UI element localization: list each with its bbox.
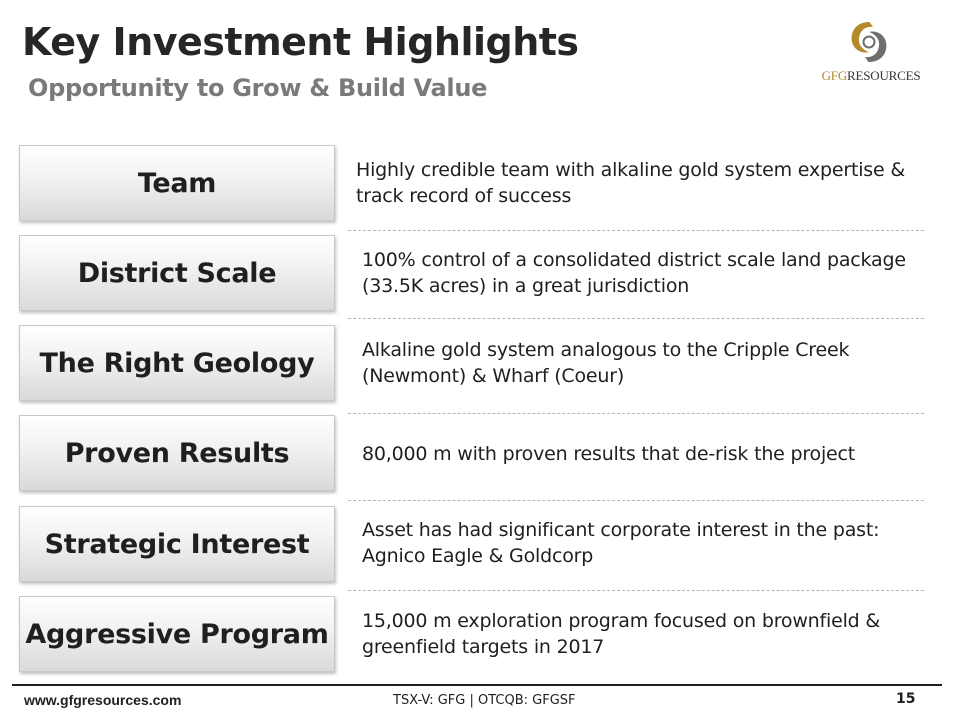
highlight-label: District Scale xyxy=(77,257,277,289)
highlight-description: Asset has had significant corporate interest in the past: Agnico Eagle & Goldcorp xyxy=(362,519,880,567)
highlight-description: 80,000 m with proven results that de-risk the project xyxy=(362,443,856,465)
highlight-box-geology xyxy=(19,325,335,401)
highlight-description: 100% control of a consolidated district scale land package (33.5K acres) in a great jurisdiction xyxy=(362,249,906,297)
page-number: 15 xyxy=(896,691,916,707)
highlight-label: Strategic Interest xyxy=(44,528,310,560)
footer-website-link[interactable]: www.gfgresources.com xyxy=(24,692,182,708)
highlight-box-team xyxy=(19,145,335,221)
highlight-box-strategic-interest xyxy=(19,506,335,582)
row-divider xyxy=(348,230,924,231)
logo-text-suffix: RESOURCES xyxy=(847,68,921,83)
row-divider xyxy=(348,590,924,591)
highlight-description: Highly credible team with alkaline gold system expertise & track record of success xyxy=(356,159,905,207)
row-divider xyxy=(348,413,924,414)
highlight-box-proven-results xyxy=(19,415,335,491)
logo-text-prefix: GFG xyxy=(821,68,848,83)
footer-ticker: TSX-V: GFG | OTCQB: GFGSF xyxy=(393,693,576,708)
highlight-label: Proven Results xyxy=(64,437,290,469)
page-subtitle: Opportunity to Grow & Build Value xyxy=(28,74,488,102)
highlight-label: Team xyxy=(137,167,217,199)
row-divider xyxy=(348,318,924,319)
highlight-description: 15,000 m exploration program focused on brownfield & greenfield targets in 2017 xyxy=(362,610,880,658)
footer-divider xyxy=(12,684,942,686)
highlight-box-aggressive-program xyxy=(19,596,335,672)
page-title: Key Investment Highlights xyxy=(22,20,579,64)
highlight-box-district-scale xyxy=(19,235,335,311)
highlight-label: Aggressive Program xyxy=(25,618,329,650)
row-divider xyxy=(348,500,924,501)
highlight-description: Alkaline gold system analogous to the Cripple Creek (Newmont) & Wharf (Coeur) xyxy=(362,339,850,387)
highlight-label: The Right Geology xyxy=(39,347,315,379)
